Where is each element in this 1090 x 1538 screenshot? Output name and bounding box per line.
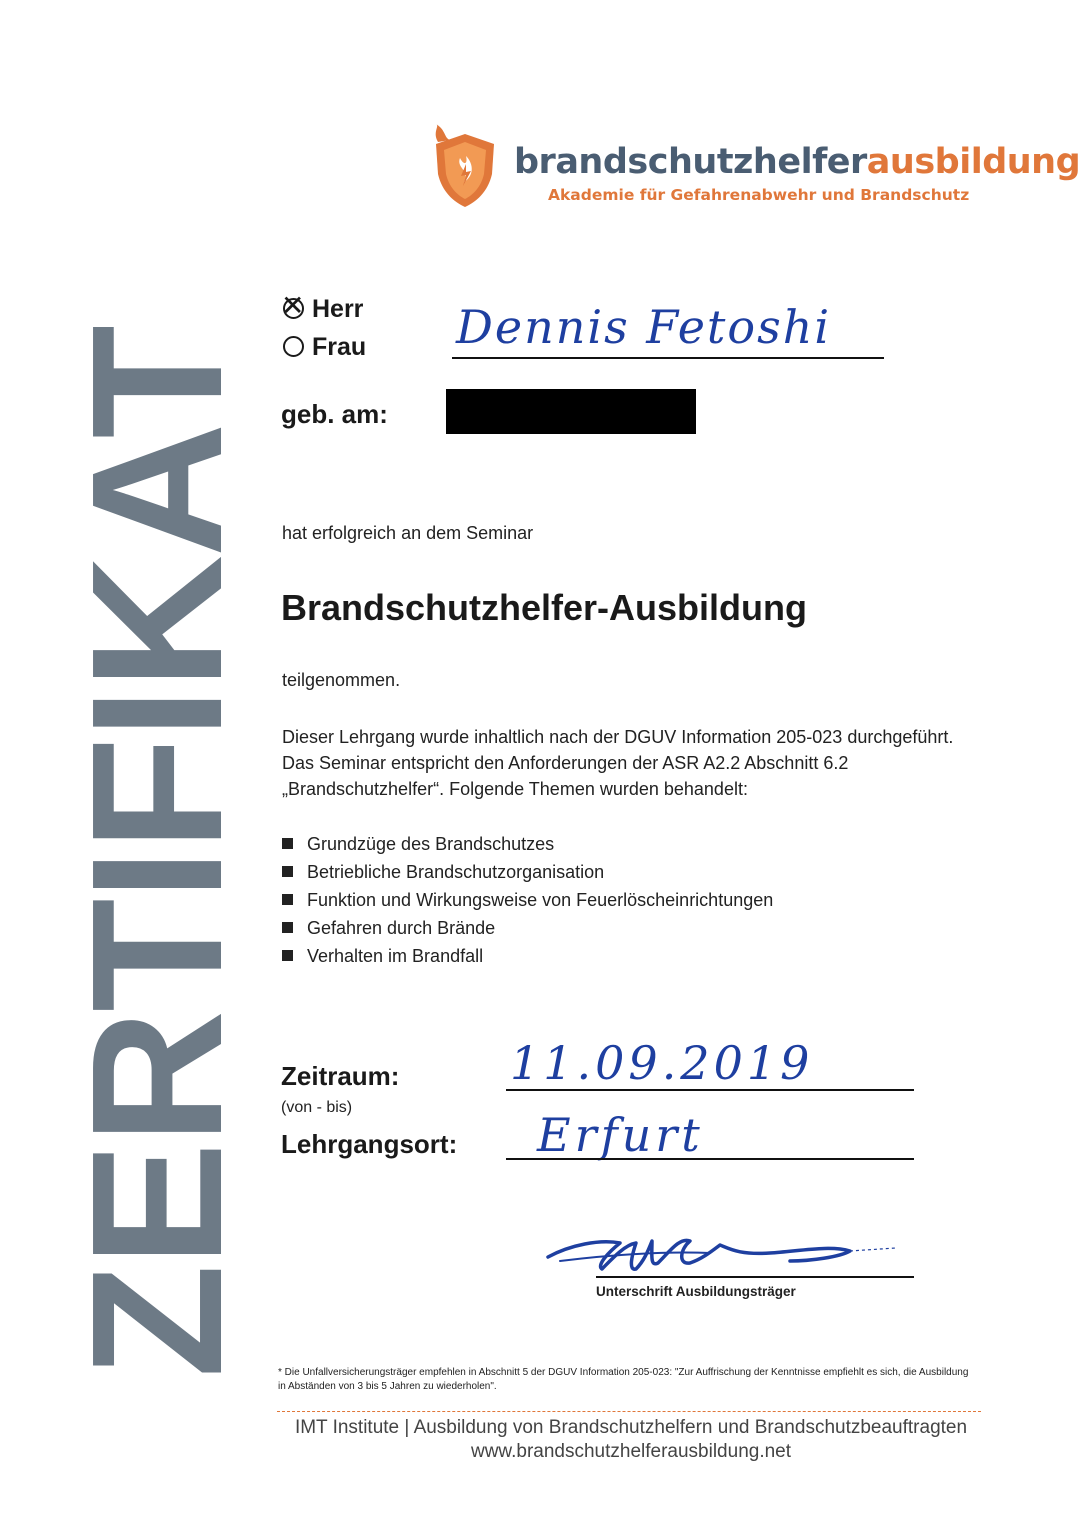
- period-sublabel: (von - bis): [281, 1099, 353, 1116]
- intro-text: hat erfolgreich an dem Seminar: [282, 523, 534, 543]
- location-value: Erfurt: [537, 1108, 704, 1162]
- topic-label: Gefahren durch Brände: [307, 918, 496, 938]
- topic-label: Grundzüge des Brandschutzes: [307, 834, 555, 854]
- participated-text: teilgenommen.: [282, 670, 401, 690]
- signature-image: [540, 1215, 900, 1285]
- frau-radio[interactable]: [283, 336, 304, 357]
- footer: [277, 1416, 985, 1464]
- logo-title-part1: brandschutzhelfer: [514, 142, 867, 182]
- location-line: [506, 1158, 914, 1160]
- topic-label: Betriebliche Brandschutzorganisation: [307, 862, 605, 882]
- signature-label: Unterschrift Ausbildungsträger: [596, 1284, 796, 1299]
- herr-label: Herr: [312, 295, 364, 323]
- footnote: * Die Unfallversicherungsträger empfehlen in Abschnitt 5 der DGUV Information 205-023: "Zur Auffrischung der Kenntnisse empfiehlt es sich, die Ausbildung in Abständen von 3 bis 5 Jahren zu wiederholen".: [278, 1367, 969, 1392]
- participant-name: Dennis Fetoshi: [456, 300, 832, 354]
- frau-label: Frau: [312, 333, 367, 361]
- redacted-birthdate: [446, 389, 696, 434]
- herr-radio[interactable]: [281, 289, 305, 322]
- list-item: [282, 914, 773, 942]
- vertical-title: ZERTIFIKAT: [54, 326, 261, 1378]
- bullet-icon: [282, 950, 293, 961]
- salutation-frau: [283, 333, 366, 362]
- footer-website: www.brandschutzhelferausbildung.net: [470, 1441, 792, 1462]
- name-line: [452, 357, 884, 359]
- birth-label: geb. am:: [281, 399, 388, 429]
- seminar-title: Brandschutzhelfer-Ausbildung: [281, 587, 808, 628]
- logo-subtitle: Akademie für Gefahrenabwehr und Brandschutz: [548, 186, 970, 204]
- signature-line: [596, 1276, 914, 1278]
- bullet-icon: [282, 866, 293, 877]
- footer-divider: [277, 1411, 981, 1412]
- footer-line1: IMT Institute | Ausbildung von Brandschutzhelfern und Brandschutzbeauftragten: [294, 1417, 968, 1438]
- list-item: [282, 830, 773, 858]
- topic-label: Verhalten im Brandfall: [307, 946, 484, 966]
- checked-x-mark: ✕: [281, 289, 305, 322]
- description-text: Dieser Lehrgang wurde inhaltlich nach der DGUV Information 205-023 durchgeführt. Das Seminar entspricht den Anforderungen der ASR A2.2 Abschnitt 6.2 „Brandschutzhelfer“. Folgende Themen wurden behandelt:: [282, 727, 954, 799]
- list-item: [282, 942, 773, 970]
- bullet-icon: [282, 894, 293, 905]
- topic-label: Funktion und Wirkungsweise von Feuerlöscheinrichtungen: [307, 890, 774, 910]
- bullet-icon: [282, 838, 293, 849]
- logo-title-part2: ausbildung: [866, 142, 1081, 182]
- period-value: 11.09.2019: [510, 1036, 814, 1090]
- salutation-herr: [281, 289, 364, 324]
- period-line: [506, 1089, 914, 1091]
- list-item: [282, 886, 773, 914]
- location-label: Lehrgangsort:: [281, 1129, 458, 1159]
- period-label: Zeitraum:: [281, 1061, 400, 1091]
- logo-title: [514, 142, 1080, 182]
- list-item: [282, 858, 773, 886]
- flame-shield-icon: [430, 124, 500, 208]
- topics-list: [282, 830, 773, 970]
- bullet-icon: [282, 922, 293, 933]
